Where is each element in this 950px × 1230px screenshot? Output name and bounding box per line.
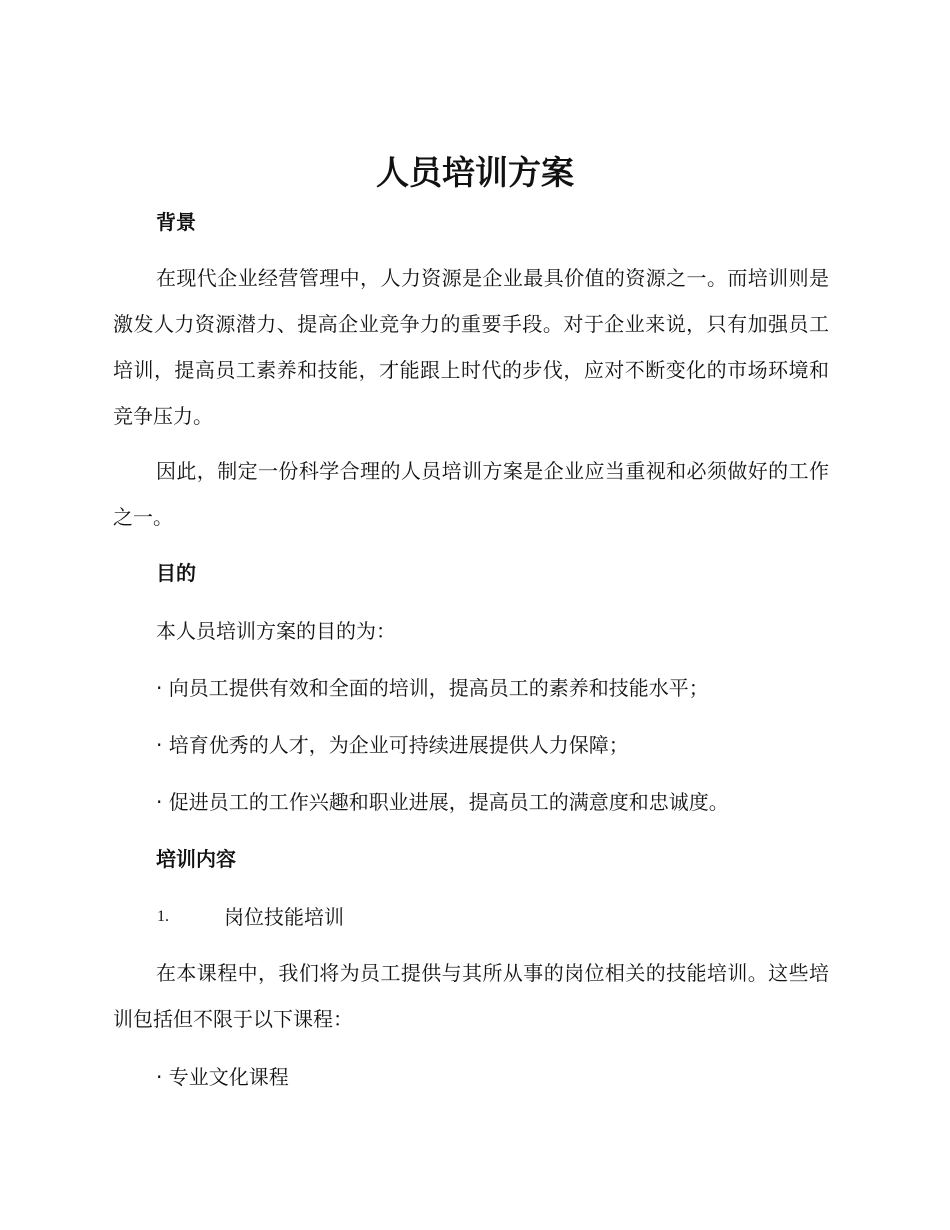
purpose-bullet: · 向员工提供有效和全面的培训，提高员工的素养和技能水平； xyxy=(156,676,709,700)
document-title: 人员培训方案 xyxy=(376,153,574,192)
list-item-title: 岗位技能培训 xyxy=(224,905,344,929)
list-item-number: 1. xyxy=(157,908,169,925)
background-paragraph-1: 在现代企业经营管理中，人力资源是企业最具价值的资源之一。而培训则是激发人力资源潜力、提高企业竞争力的重要手段。对于企业来说，只有加强员工培训，提高员工素养和技能，才能跟上时代的步伐，应对不断变化的市场环境和竞争压力。 xyxy=(113,266,829,428)
content-bullet: · 专业文化课程 xyxy=(156,1065,289,1089)
content-paragraph: 在本课程中，我们将为员工提供与其所从事的岗位相关的技能培训。这些培训包括但不限于以下课程： xyxy=(113,961,829,1031)
section-heading-content: 培训内容 xyxy=(156,847,236,871)
background-paragraph-2: 因此，制定一份科学合理的人员培训方案是企业应当重视和必须做好的工作之一。 xyxy=(113,459,829,529)
section-heading-background: 背景 xyxy=(156,210,196,234)
purpose-intro: 本人员培训方案的目的为： xyxy=(156,619,396,643)
purpose-bullet: · 促进员工的工作兴趣和职业进展，提高员工的满意度和忠诚度。 xyxy=(156,790,729,814)
section-heading-purpose: 目的 xyxy=(156,561,196,585)
purpose-bullet: · 培育优秀的人才，为企业可持续进展提供人力保障； xyxy=(156,733,629,757)
